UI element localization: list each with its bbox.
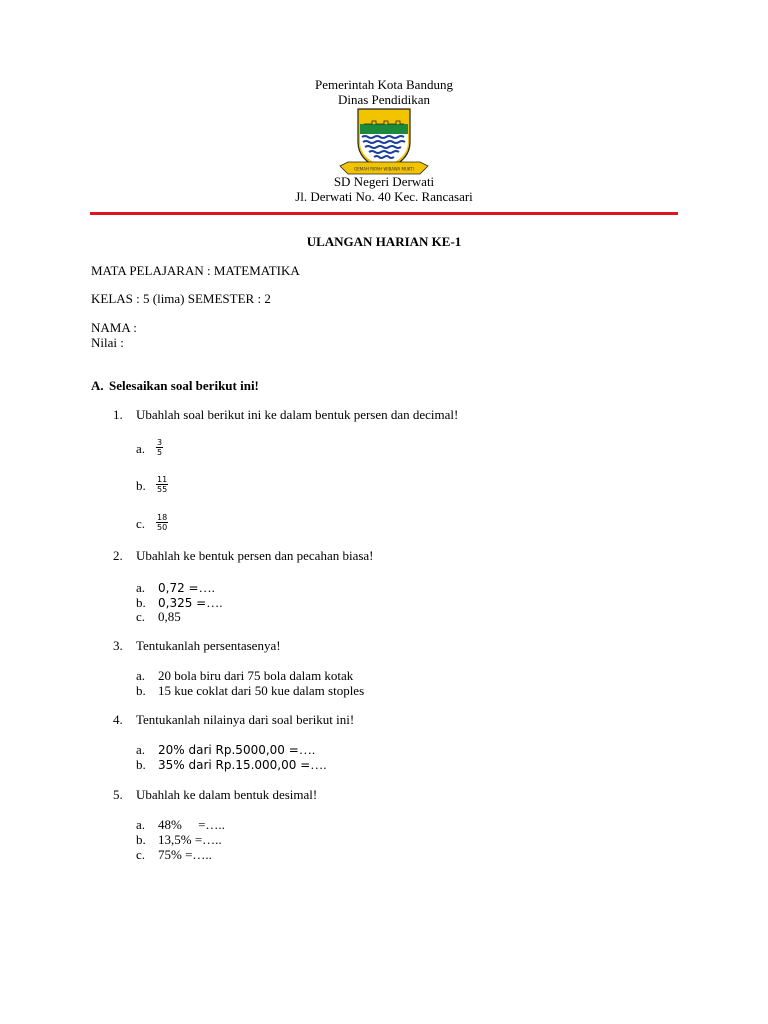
list-item: 75% =….. <box>158 847 212 862</box>
item-math: 0,72 = <box>158 581 199 595</box>
header-divider <box>90 212 678 215</box>
fraction-denominator: 5 <box>157 448 163 457</box>
list-item <box>158 757 327 773</box>
item-marker: b. <box>136 478 146 493</box>
item-blank: …. <box>310 757 327 772</box>
item-marker: b. <box>136 757 146 772</box>
question-number: 4. <box>113 712 123 727</box>
list-item: 48% =….. <box>158 817 225 832</box>
question-text: Tentukanlah nilainya dari soal berikut ini! <box>136 712 355 727</box>
item-marker: a. <box>136 668 146 683</box>
item-marker: c. <box>136 847 146 862</box>
question-number: 1. <box>113 407 123 422</box>
emblem-motto: GEMAH RIPAH WIBAWA MUKTI <box>354 166 414 172</box>
question-number: 5. <box>113 787 123 802</box>
item-math: 35% dari Rp.15.000,00 = <box>158 758 311 772</box>
list-item <box>158 580 215 596</box>
item-marker: a. <box>136 817 146 832</box>
item-marker: c. <box>136 609 146 624</box>
government-name: Pemerintah Kota Bandung <box>315 77 453 92</box>
school-name: SD Negeri Derwati <box>333 174 435 189</box>
item-blank: …. <box>198 580 215 595</box>
fraction-denominator: 50 <box>157 523 168 532</box>
name-label: NAMA : <box>91 320 137 335</box>
list-item: 15 kue coklat dari 50 kue dalam stoples <box>158 683 365 698</box>
item-marker: c. <box>136 516 146 531</box>
item-marker: b. <box>136 595 146 610</box>
fraction <box>156 438 163 457</box>
section-marker: A. <box>91 378 104 393</box>
question-number: 3. <box>113 638 123 653</box>
section-heading: Selesaikan soal berikut ini! <box>109 378 259 393</box>
item-marker: a. <box>136 441 146 456</box>
fraction-numerator: 3 <box>157 438 163 447</box>
school-address: Jl. Derwati No. 40 Kec. Rancasari <box>295 189 473 204</box>
item-math: 20% dari Rp.5000,00 = <box>158 743 299 757</box>
item-marker: b. <box>136 832 146 847</box>
fraction-numerator: 11 <box>157 475 168 484</box>
item-blank: …. <box>298 742 316 757</box>
question-text: Ubahlah ke dalam bentuk desimal! <box>136 787 318 802</box>
class-label: KELAS : 5 (lima) SEMESTER : 2 <box>91 291 271 306</box>
bandung-city-emblem <box>338 106 430 176</box>
fraction-denominator: 55 <box>157 485 168 494</box>
item-math: 0,325 = <box>158 596 207 610</box>
list-item: 0,85 <box>158 609 181 624</box>
question-number: 2. <box>113 548 123 563</box>
subject-label: MATA PELAJARAN : MATEMATIKA <box>91 263 300 278</box>
item-blank: …. <box>206 595 223 610</box>
question-text: Ubahlah soal berikut ini ke dalam bentuk persen dan decimal! <box>136 407 459 422</box>
list-item <box>158 742 315 758</box>
question-text: Tentukanlah persentasenya! <box>136 638 281 653</box>
item-marker: b. <box>136 683 146 698</box>
list-item: 13,5% =….. <box>158 832 222 847</box>
fraction <box>156 513 168 532</box>
exam-title: ULANGAN HARIAN KE-1 <box>306 234 462 249</box>
item-marker: a. <box>136 580 146 595</box>
list-item: 20 bola biru dari 75 bola dalam kotak <box>158 668 354 683</box>
item-marker: a. <box>136 742 146 757</box>
score-label: Nilai : <box>91 335 124 350</box>
question-text: Ubahlah ke bentuk persen dan pecahan biasa! <box>136 548 374 563</box>
fraction <box>156 475 168 494</box>
department-name: Dinas Pendidikan <box>337 92 431 107</box>
fraction-numerator: 18 <box>157 513 168 522</box>
